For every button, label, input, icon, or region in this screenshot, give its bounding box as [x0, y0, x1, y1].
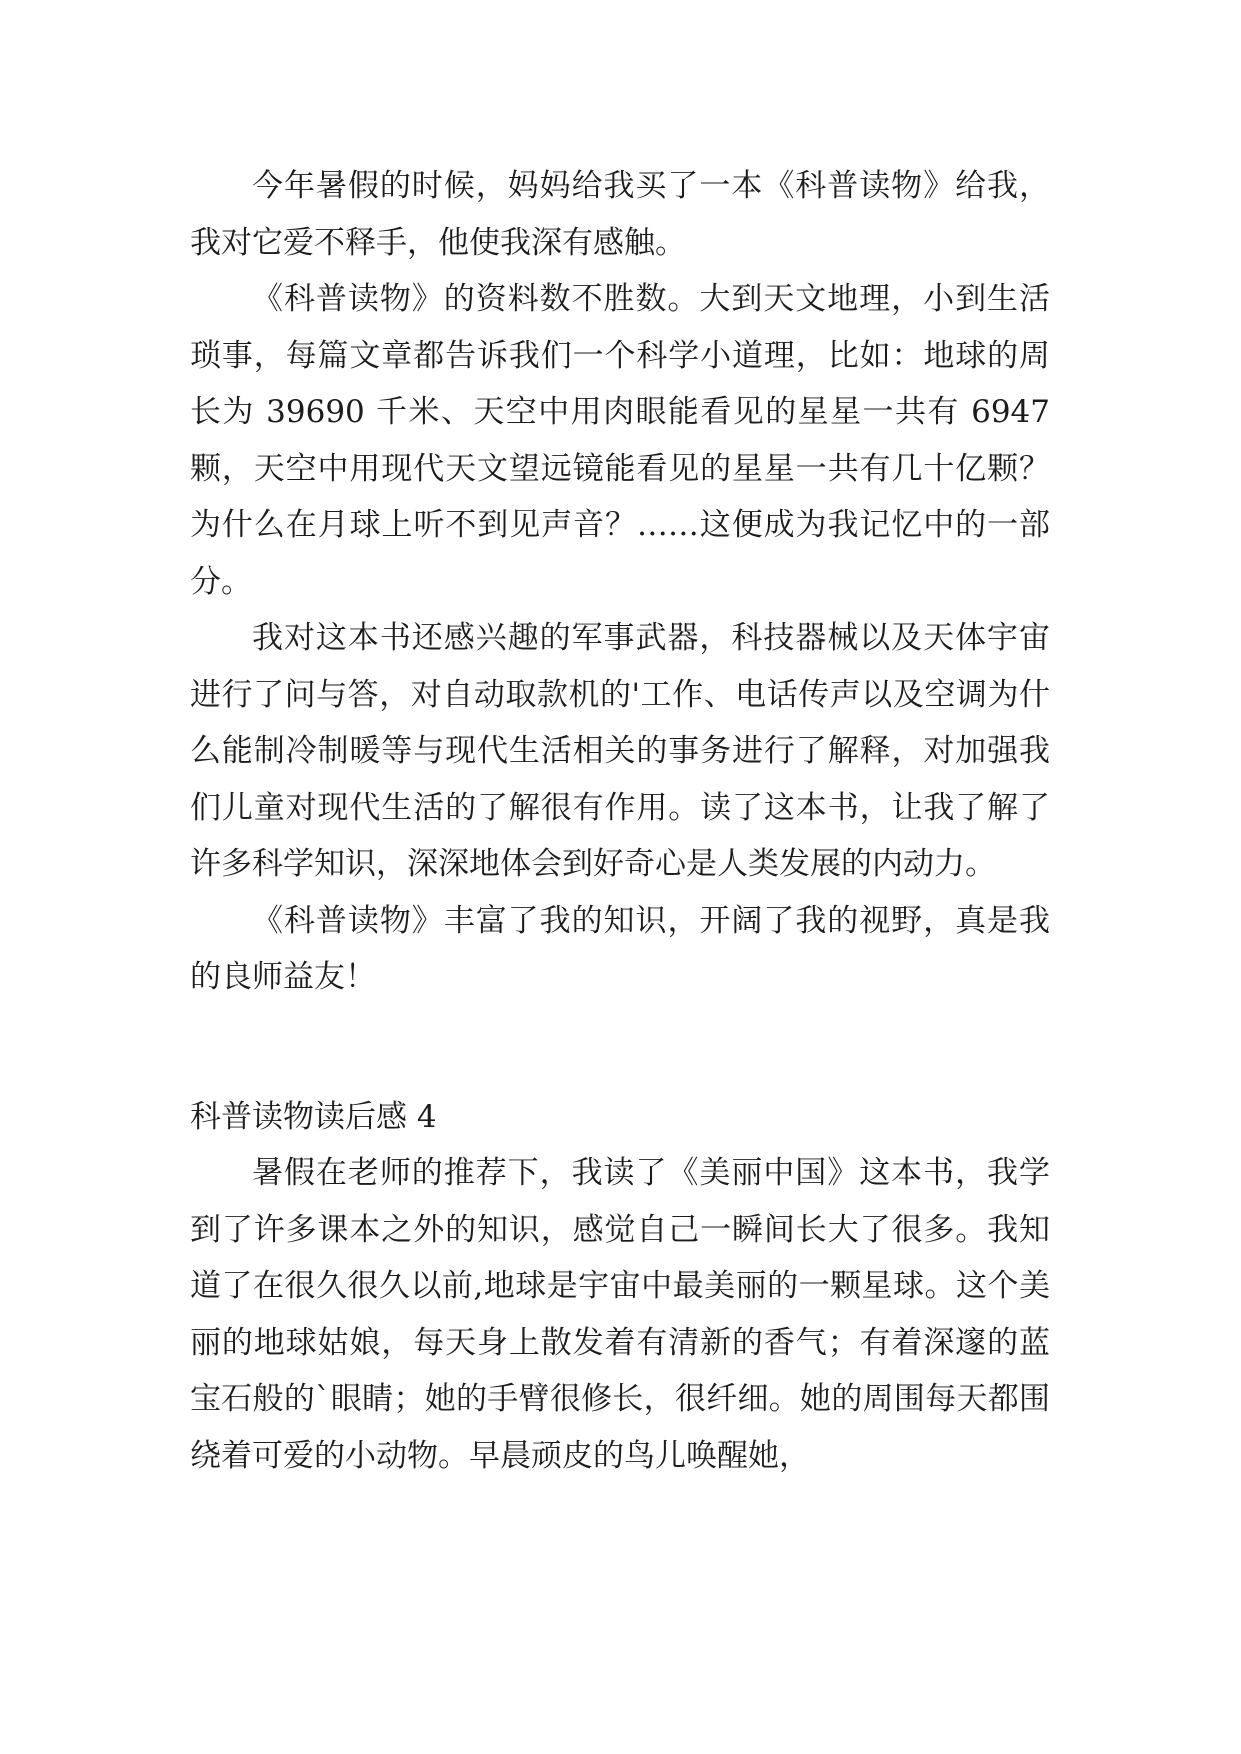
paragraph-conclusion: 《科普读物》丰富了我的知识，开阔了我的视野，真是我的良师益友！ [190, 902, 1050, 995]
paragraph-book-contents: 《科普读物》的资料数不胜数。大到天文地理，小到生活琐事，每篇文章都告诉我们一个科学小道理，比如：地球的周长为 39690 千米、天空中用肉眼能看见的星星一共有 6947 颗，天空中用现代天文望远镜能看见的星星一共有几十亿颗？为什么在月球上听不到见声音？……这便成为我记忆中的一部分。 [190, 281, 1060, 600]
paragraph-book-interests: 我对这本书还感兴趣的军事武器，科技器械以及天体宇宙进行了问与答，对自动取款机的'工作、电话传声以及空调为什么能制冷制暖等与现代生活相关的事务进行了解释，对加强我们儿童对现代生活的了解很有作用。读了这本书，让我了解了许多科学知识，深深地体会到好奇心是人类发展的内动力。 [190, 620, 1050, 882]
section-heading: 科普读物读后感 4 [190, 1098, 437, 1135]
document-body [190, 158, 1060, 1484]
paragraph-beautiful-china: 暑假在老师的推荐下，我读了《美丽中国》这本书，我学到了许多课本之外的知识，感觉自己一瞬间长大了很多。我知道了在很久很久以前,地球是宇宙中最美丽的一颗星球。这个美丽的地球姑娘，每天身上散发着有清新的香气；有着深邃的蓝宝石般的`眼睛；她的手臂很修长，很纤细。她的周围每天都围绕着可爱的小动物。早晨顽皮的鸟儿唤醒她， [190, 1155, 1050, 1474]
paragraph-summer-gift: 今年暑假的时候，妈妈给我买了一本《科普读物》给我，我对它爱不释手，他使我深有感触。 [190, 168, 1050, 261]
